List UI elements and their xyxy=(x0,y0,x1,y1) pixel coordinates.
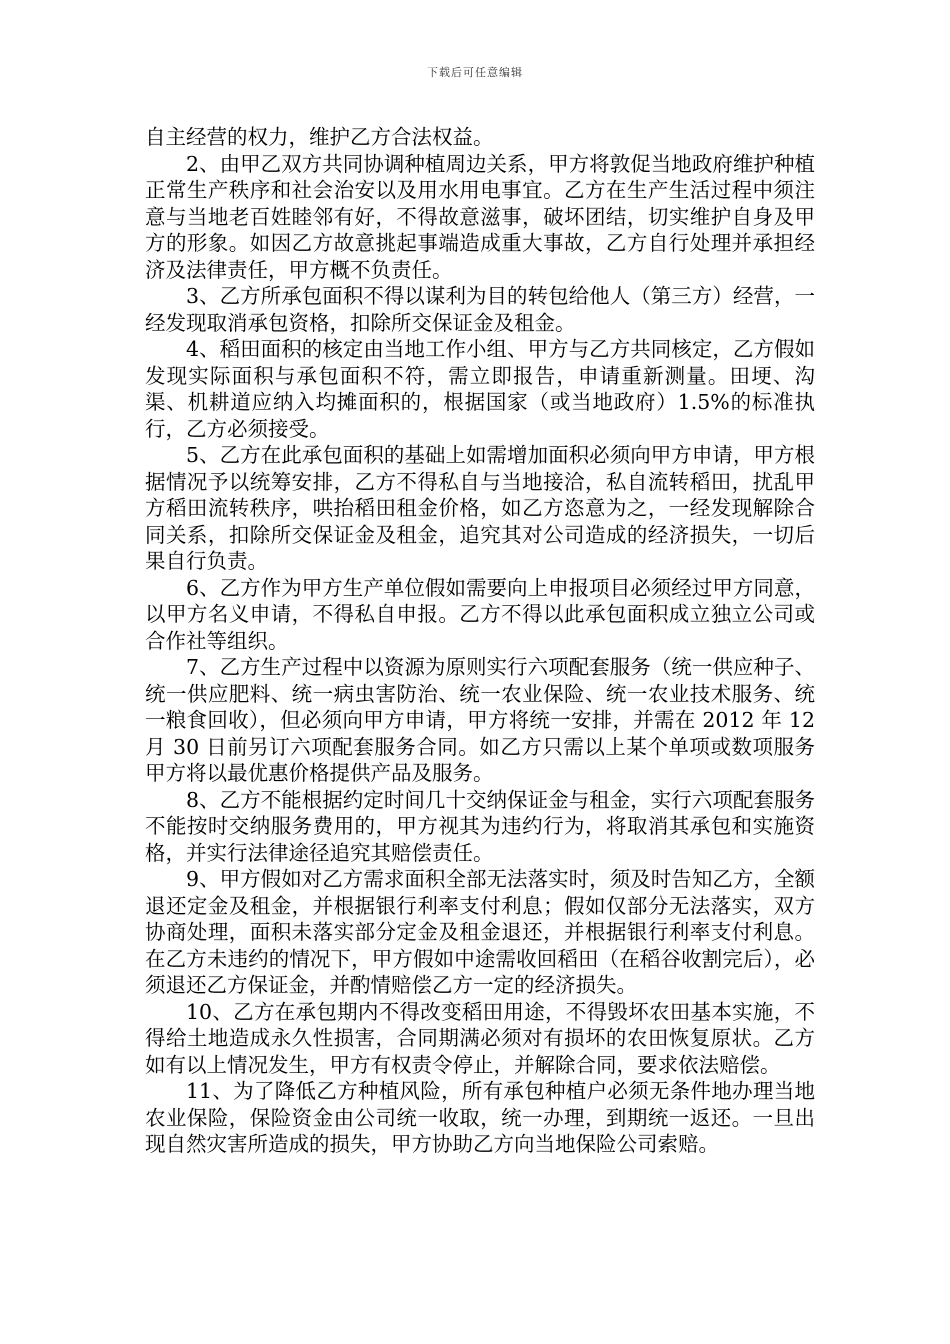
clause-10: 10、乙方在承包期内不得改变稻田用途，不得毁坏农田基本实施，不得给土地造成永久性损害，合同期满必须对有损坏的农田恢复原状。乙方如有以上情况发生，甲方有权责令停止，并解除合同，要求依法赔偿。 xyxy=(145,999,815,1077)
page-header: 下载后可任意编辑 xyxy=(427,66,523,79)
clause-8: 8、乙方不能根据约定时间几十交纳保证金与租金，实行六项配套服务不能按时交纳服务费用的，甲方视其为违约行为，将取消其承包和实施资格，并实行法律途径追究其赔偿责任。 xyxy=(145,787,815,865)
paragraph-continuation: 自主经营的权力，维护乙方合法权益。 xyxy=(145,125,494,149)
clause-7: 7、乙方生产过程中以资源为原则实行六项配套服务（统一供应种子、统一供应肥料、统一病虫害防治、统一农业保险、统一农业技术服务、统一粮食回收），但必须向甲方申请，甲方将统一安排，并需在 2012 年 12 月 30 日前另订六项配套服务合同。如乙方只需以上某个单项或数项服务甲方将以最优惠价格提供产品及服务。 xyxy=(145,655,815,785)
clause-2: 2、由甲乙双方共同协调种植周边关系，甲方将敦促当地政府维护种植正常生产秩序和社会治安以及用水用电事宜。乙方在生产生活过程中须注意与当地老百姓睦邻有好，不得故意滋事，破坏团结，切实维护自身及甲方的形象。如因乙方故意挑起事端造成重大事故，乙方自行处理并承担经济及法律责任，甲方概不负责任。 xyxy=(145,151,815,282)
clause-3: 3、乙方所承包面积不得以谋利为目的转包给他人（第三方）经营，一经发现取消承包资格，扣除所交保证金及租金。 xyxy=(145,284,815,335)
contract-body xyxy=(145,124,815,1158)
clause-4: 4、稻田面积的核定由当地工作小组、甲方与乙方共同核定，乙方假如发现实际面积与承包面积不符，需立即报告，申请重新测量。田埂、沟渠、机耕道应纳入均摊面积的，根据国家（或当地政府）1.5%的标准执行，乙方必须接受。 xyxy=(145,337,815,441)
clause-9: 9、甲方假如对乙方需求面积全部无法落实时，须及时告知乙方，全额退还定金及租金，并根据银行利率支付利息；假如仅部分无法落实，双方协商处理，面积未落实部分定金及租金退还，并根据银行利率支付利息。在乙方未违约的情况下，甲方假如中途需收回稻田（在稻谷收割完后），必须退还乙方保证金，并酌情赔偿乙方一定的经济损失。 xyxy=(145,867,815,997)
clause-11: 11、为了降低乙方种植风险，所有承包种植户必须无条件地办理当地农业保险，保险资金由公司统一收取，统一办理，到期统一返还。一旦出现自然灾害所造成的损失，甲方协助乙方向当地保险公司索赔。 xyxy=(145,1079,815,1156)
clause-5: 5、乙方在此承包面积的基础上如需增加面积必须向甲方申请，甲方根据情况予以统筹安排，乙方不得私自与当地接洽，私自流转稻田，扰乱甲方稻田流转秩序，哄抬稻田租金价格，如乙方恣意为之，一经发现解除合同关系，扣除所交保证金及租金，追究其对公司造成的经济损失，一切后果自行负责。 xyxy=(145,443,815,573)
clause-6: 6、乙方作为甲方生产单位假如需要向上申报项目必须经过甲方同意，以甲方名义申请，不得私自申报。乙方不得以此承包面积成立独立公司或合作社等组织。 xyxy=(145,575,815,653)
